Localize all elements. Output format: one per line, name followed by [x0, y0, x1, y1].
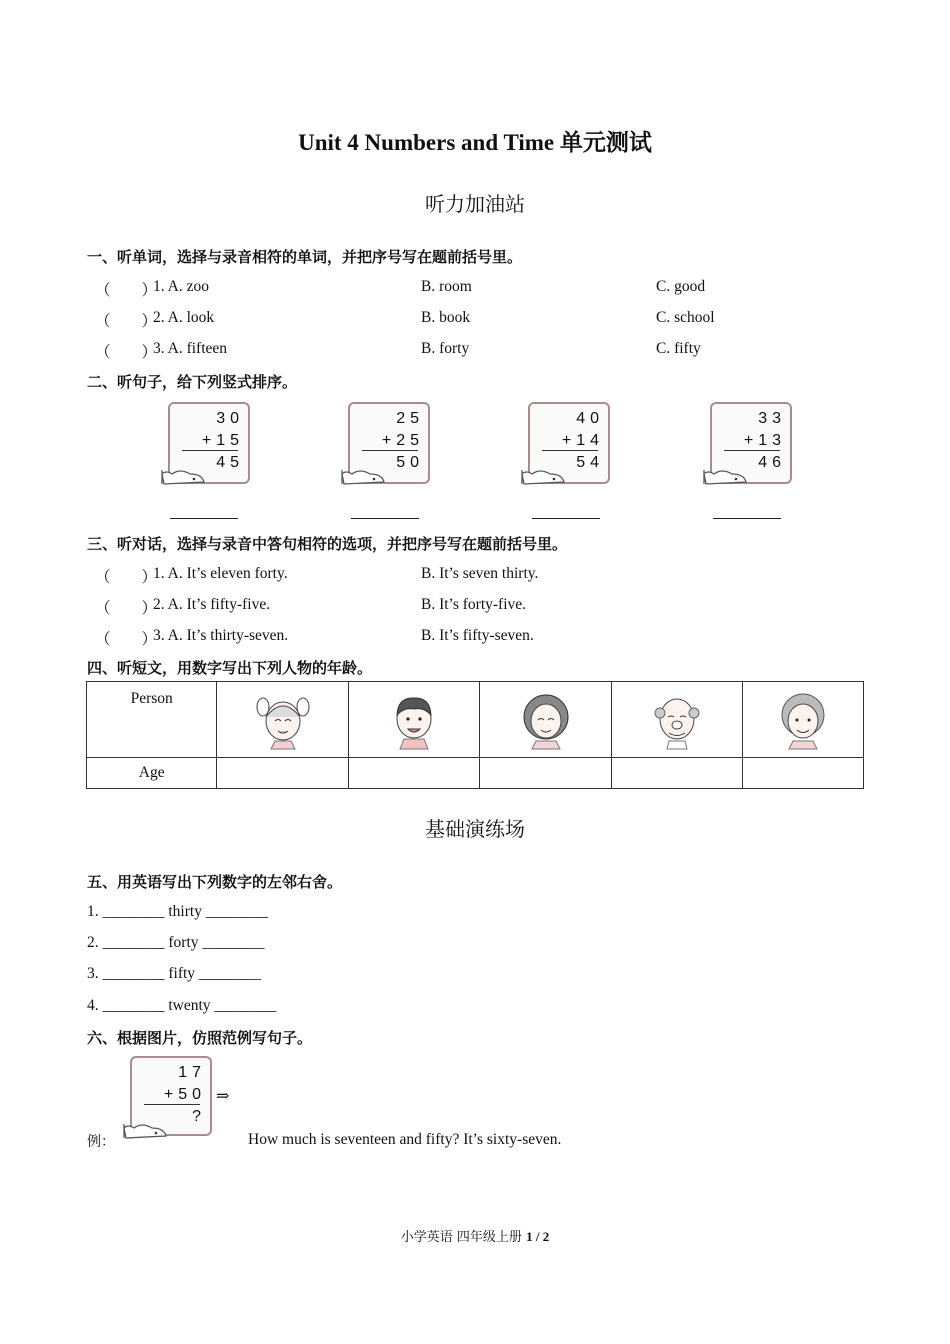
section-title-basics: 基础演练场 [425, 819, 525, 841]
age-cell[interactable] [611, 758, 743, 789]
dog-icon [340, 464, 386, 486]
example-label: 例： [87, 1134, 115, 1150]
age-table [86, 681, 864, 789]
option-c: C. fifty [656, 340, 701, 357]
boy-face-icon [384, 689, 444, 751]
card-addend: +15 [201, 432, 244, 449]
age-cell[interactable] [348, 758, 480, 789]
girl-face-icon [253, 689, 313, 751]
section-title-listening: 听力加油站 [425, 194, 525, 216]
option-b: B. forty [421, 340, 470, 357]
option-a: 3. A. It’s thirty-seven. [153, 627, 289, 644]
age-cell[interactable] [480, 758, 612, 789]
answer-paren: （ ） [95, 569, 158, 586]
age-cell[interactable] [217, 758, 349, 789]
person-label: Person [87, 682, 217, 758]
card-sum: 50 [396, 454, 424, 471]
option-b: B. book [421, 309, 471, 326]
answer-paren: （ ） [95, 313, 158, 330]
option-c: C. school [656, 309, 715, 326]
page-footer [0, 1226, 950, 1245]
option-a: 2. A. It’s fifty-five. [153, 596, 271, 613]
addition-card-2 [340, 402, 440, 492]
grandpa-face-icon [647, 689, 707, 751]
card-rule [724, 450, 780, 451]
neighbor-item: 2. ________ forty ________ [87, 934, 265, 951]
card-addend: +13 [743, 432, 786, 449]
grandma-face-icon [773, 689, 833, 751]
card-addend: +50 [163, 1086, 206, 1103]
card-addend: +25 [381, 432, 424, 449]
part1-heading: 一、听单词，选择与录音相符的单词，并把序号写在题前括号里。 [87, 248, 523, 266]
option-a: 2. A. look [153, 309, 215, 326]
page-number: 1 / 2 [526, 1229, 550, 1244]
part2-heading: 二、听句子，给下列竖式排序。 [87, 373, 298, 391]
arrow-icon: ⇒ [216, 1088, 230, 1105]
page-title: Unit 4 Numbers and Time 单元测试 [298, 130, 652, 155]
neighbor-item: 1. ________ thirty ________ [87, 903, 268, 920]
answer-paren: （ ） [95, 344, 158, 361]
option-b: B. room [421, 278, 472, 295]
addition-card-1 [160, 402, 260, 492]
age-label: Age [87, 758, 217, 789]
face-cell [217, 682, 349, 758]
card-rule [362, 450, 418, 451]
card-top-number: 17 [178, 1064, 206, 1081]
card-rule [542, 450, 598, 451]
option-b: B. It’s forty-five. [421, 596, 527, 613]
card-top-number: 30 [216, 410, 244, 427]
dog-icon [122, 1118, 168, 1140]
woman-face-icon [516, 689, 576, 751]
card-sum: 54 [576, 454, 604, 471]
option-a: 3. A. fifteen [153, 340, 228, 357]
example-sentence: How much is seventeen and fifty? It’s sixty-seven. [248, 1131, 562, 1148]
face-cell [611, 682, 743, 758]
part5-heading: 五、用英语写出下列数字的左邻右舍。 [87, 873, 343, 891]
dog-icon [160, 464, 206, 486]
card-sum: 45 [216, 454, 244, 471]
addition-card-4 [702, 402, 802, 492]
part3-heading: 三、听对话，选择与录音中答句相符的选项，并把序号写在题前括号里。 [87, 535, 568, 553]
order-blank[interactable] [351, 518, 419, 519]
option-c: C. good [656, 278, 706, 295]
dog-icon [520, 464, 566, 486]
footer-text: 小学英语 四年级上册 [400, 1230, 522, 1245]
order-blank[interactable] [713, 518, 781, 519]
answer-paren: （ ） [95, 600, 158, 617]
card-rule [182, 450, 238, 451]
card-top-number: 40 [576, 410, 604, 427]
example-addition-card [120, 1056, 220, 1142]
dog-icon [702, 464, 748, 486]
option-b: B. It’s fifty-seven. [421, 627, 534, 644]
card-addend: +14 [561, 432, 604, 449]
age-cell[interactable] [743, 758, 864, 789]
answer-paren: （ ） [95, 631, 158, 648]
card-top-number: 25 [396, 410, 424, 427]
addition-card-3 [520, 402, 620, 492]
part4-heading: 四、听短文，用数字写出下列人物的年龄。 [87, 659, 373, 677]
answer-paren: （ ） [95, 282, 158, 299]
face-cell [480, 682, 612, 758]
order-blank[interactable] [170, 518, 238, 519]
card-sum: 46 [758, 454, 786, 471]
neighbor-item: 4. ________ twenty ________ [87, 997, 277, 1014]
order-blank[interactable] [532, 518, 600, 519]
option-a: 1. A. It’s eleven forty. [153, 565, 288, 582]
face-cell [348, 682, 480, 758]
option-a: 1. A. zoo [153, 278, 209, 295]
card-rule [144, 1104, 200, 1105]
card-sum: ? [192, 1108, 206, 1125]
neighbor-item: 3. ________ fifty ________ [87, 965, 261, 982]
card-top-number: 33 [758, 410, 786, 427]
face-cell [743, 682, 864, 758]
option-b: B. It’s seven thirty. [421, 565, 539, 582]
part6-heading: 六、根据图片，仿照范例写句子。 [87, 1029, 313, 1047]
